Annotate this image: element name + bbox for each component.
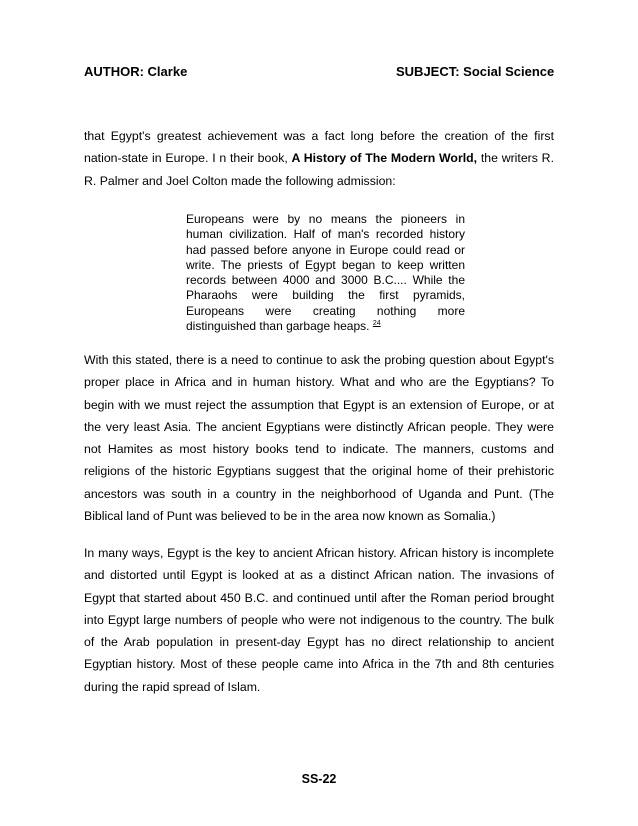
footnote-reference[interactable]: 24	[372, 320, 381, 328]
body-paragraph-3: In many ways, Egypt is the key to ancient African history. African history is incomplete and distorted until Egypt is looked at as a distinct African nation. The invasions of Egypt that started about 450 B.C. and continued until after the Roman period brought into Egypt large numbers of people who were not indigenous to the country. The bulk of the Arab population in present-day Egypt has no direct relationship to ancient Egyptian history. Most of these people came into Africa in the 7th and 8th centuries during the rapid spread of Islam.	[84, 546, 554, 694]
block-quote	[186, 212, 465, 334]
paragraph-text: that Egypt's greatest achievement was a fact long before the creation of the first nation-state in Europe. I n their book,	[84, 129, 554, 166]
subject-label: SUBJECT: Social Science	[396, 64, 555, 79]
quote-text: Europeans were by no means the pioneers in human civilization. Half of man's recorded history had passed before anyone in Europe could read or write. The priests of Egypt began to keep written records between 4000 and 3000 B.C.... While the Pharaohs were building the first pyramids, Europeans were creating nothing more distinguished than garbage heaps.	[186, 212, 465, 334]
body-paragraph-2: With this stated, there is a need to continue to ask the probing question about Egypt's proper place in Africa and in human history. What and who are the Egyptians? To begin with we must reject the assumption that Egypt is an extension of Europe, or at the very least Asia. The ancient Egyptians were distinctly African people. They were not Hamites as most history books tend to indicate. The manners, customs and religions of the historic Egyptians suggest that the original home of their prehistoric ancestors was south in a country in the neighborhood of Uganda and Punt. (The Biblical land of Punt was believed to be in the area now known as Somalia.)	[84, 353, 554, 524]
author-label: AUTHOR: Clarke	[84, 64, 188, 79]
paragraph-text: the writers R. R. Palmer and Joel Colton made the following admission:	[84, 151, 554, 188]
body-paragraph-1	[84, 125, 554, 192]
page-number: SS-22	[301, 772, 337, 786]
page-header	[84, 64, 554, 84]
book-title: A History of The Modern World,	[291, 151, 478, 166]
